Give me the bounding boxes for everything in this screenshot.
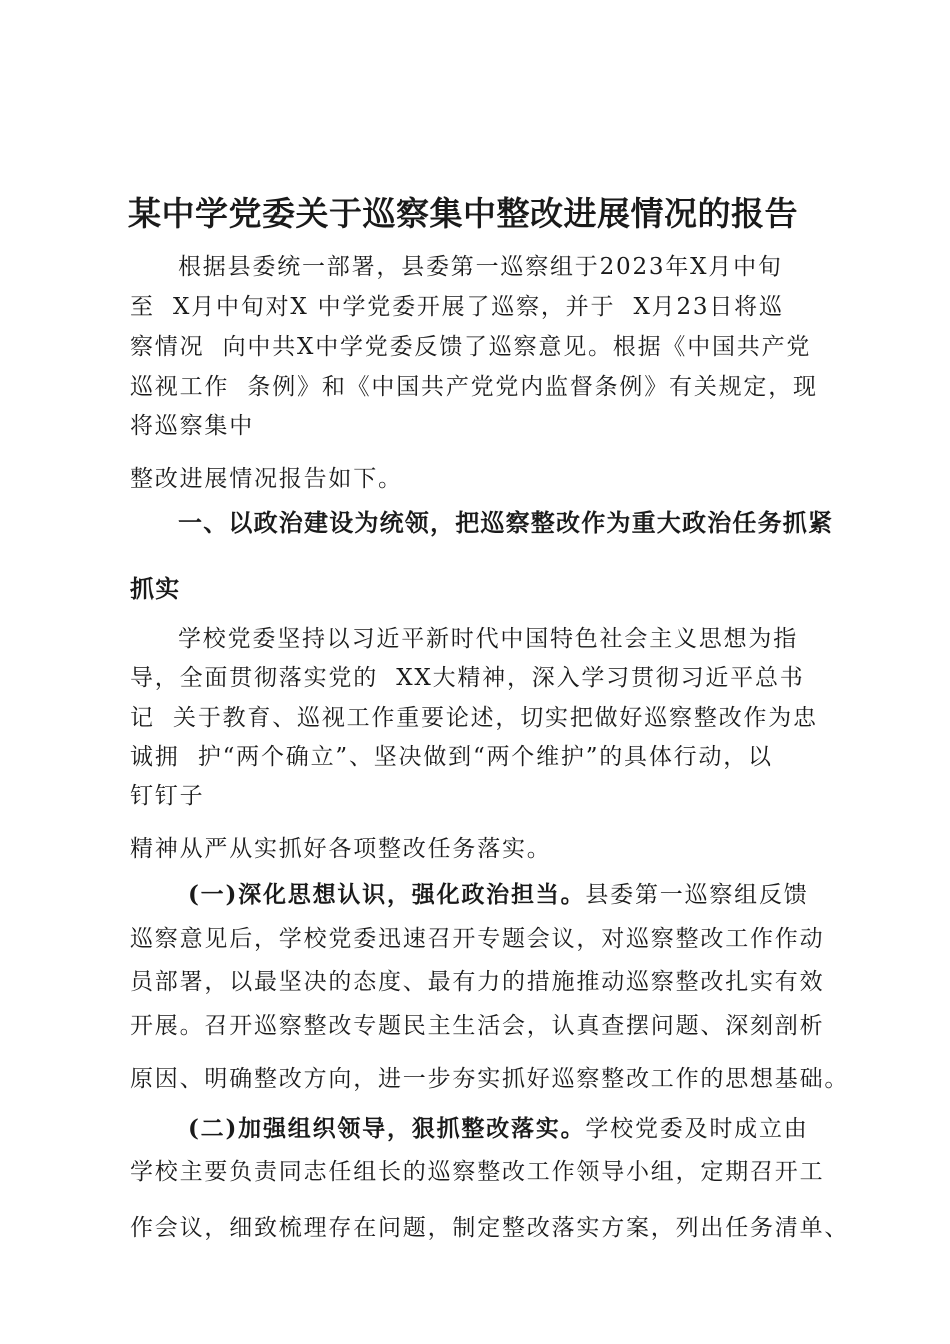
- item-1-subtitle: (一)深化思想认识，强化政治担当。: [188, 881, 586, 908]
- section-1-line-2: 导，全面贯彻落实党的 XX大精神，深入学习贯彻习近平总书: [130, 665, 805, 691]
- intro-line-5: 将巡察集中: [130, 413, 254, 439]
- section-1-line-6: 精神从严从实抓好各项整改任务落实。: [130, 836, 552, 862]
- item-1-line-4: 开展。召开巡察整改专题民主生活会，认真查摆问题、深刻剖析: [130, 1013, 825, 1039]
- item-2-line-3: 作会议，细致梳理存在问题，制定整改落实方案，列出任务清单、: [130, 1215, 850, 1241]
- intro-line-6: 整改进展情况报告如下。: [130, 466, 403, 492]
- section-1-heading-line-1: 一、以政治建设为统领，把巡察整改作为重大政治任务抓紧: [178, 509, 834, 537]
- intro-line-2: 至 X月中旬对X 中学党委开展了巡察，并于 X月23日将巡: [130, 294, 784, 320]
- section-1-line-4: 诚拥 护“两个确立”、坚决做到“两个维护”的具体行动，以: [130, 744, 773, 770]
- item-1-line-2: 巡察意见后，学校党委迅速召开专题会议，对巡察整改工作作动: [130, 926, 825, 952]
- item-1-first-line-text: 县委第一巡察组反馈: [585, 882, 809, 908]
- document-title: 某中学党委关于巡察集中整改进展情况的报告: [128, 194, 798, 233]
- section-1-line-5: 钉钉子: [130, 783, 205, 809]
- item-1-line-3: 员部署，以最坚决的态度、最有力的措施推动巡察整改扎实有效: [130, 969, 825, 995]
- item-2-subtitle: (二)加强组织领导，狠抓整改落实。: [188, 1115, 586, 1142]
- item-2-first-line: [188, 1114, 828, 1144]
- item-2-first-line-text: 学校党委及时成立由: [585, 1116, 809, 1142]
- intro-line-1: 根据县委统一部署，县委第一巡察组于2023年X月中旬: [178, 254, 783, 280]
- section-1-line-3: 记 关于教育、巡视工作重要论述，切实把做好巡察整改作为忠: [130, 705, 818, 731]
- section-1-heading-line-2: 抓实: [130, 575, 181, 603]
- intro-line-4: 巡视工作 条例》和《中国共产党党内监督条例》有关规定，现: [130, 374, 818, 400]
- item-1-first-line: [188, 880, 828, 910]
- section-1-line-1: 学校党委坚持以习近平新时代中国特色社会主义思想为指: [178, 626, 798, 652]
- item-2-line-2: 学校主要负责同志任组长的巡察整改工作领导小组，定期召开工: [130, 1159, 825, 1185]
- intro-line-3: 察情况 向中共X中学党委反馈了巡察意见。根据《中国共产党: [130, 334, 812, 360]
- item-1-line-5: 原因、明确整改方向，进一步夯实抓好巡察整改工作的思想基础。: [130, 1066, 850, 1092]
